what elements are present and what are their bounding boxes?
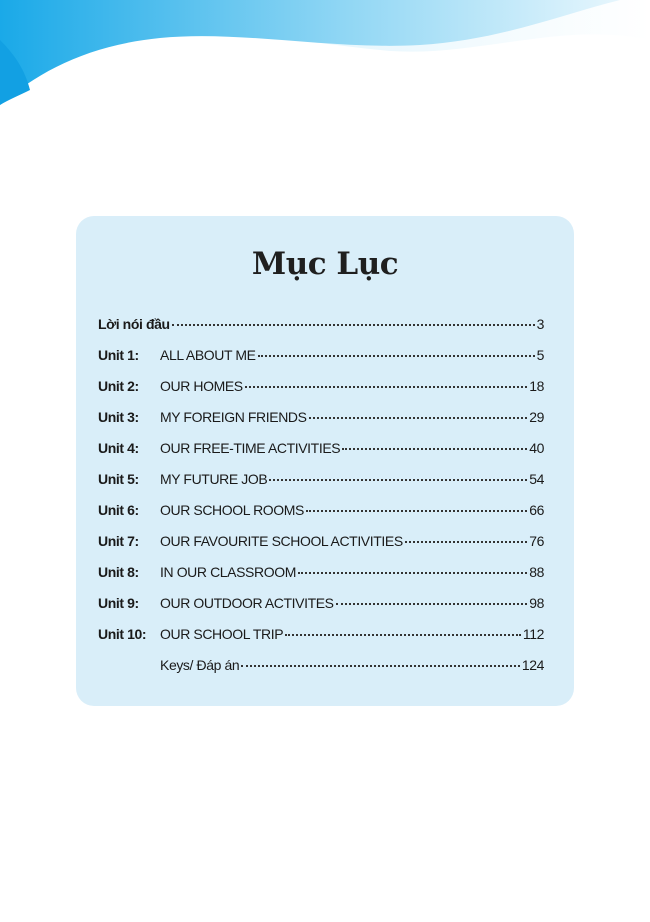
toc-title: Mục Lục	[251, 246, 399, 282]
dot-leader	[172, 324, 535, 326]
toc-entry-title: MY FOREIGN FRIENDS	[160, 409, 307, 425]
toc-entry-label: Unit 9:	[98, 595, 139, 611]
toc-entry-page: 76	[529, 533, 544, 549]
toc-list	[98, 316, 544, 688]
toc-entry-page: 18	[529, 378, 544, 394]
table-of-contents-panel	[76, 216, 574, 706]
dot-leader	[269, 479, 527, 481]
toc-entry-title: OUR OUTDOOR ACTIVITES	[160, 595, 334, 611]
toc-entry-page: 66	[529, 502, 544, 518]
toc-entry-label: Unit 8:	[98, 564, 139, 580]
toc-entry-title: OUR HOMES	[160, 378, 243, 394]
toc-entry-label: Lời nói đầu	[98, 316, 170, 332]
dot-leader	[285, 634, 521, 636]
toc-entry-title: ALL ABOUT ME	[160, 347, 256, 363]
toc-entry[interactable]	[98, 347, 544, 378]
toc-entry-title: OUR FAVOURITE SCHOOL ACTIVITIES	[160, 533, 403, 549]
toc-entry-page: 54	[529, 471, 544, 487]
toc-entry[interactable]	[98, 533, 544, 564]
dot-leader	[245, 386, 527, 388]
toc-entry-label: Unit 1:	[98, 347, 139, 363]
header-wave-decoration	[0, 0, 650, 120]
toc-entry[interactable]	[98, 595, 544, 626]
toc-entry[interactable]	[98, 440, 544, 471]
dot-leader	[298, 572, 527, 574]
toc-entry-title: OUR SCHOOL TRIP	[160, 626, 284, 642]
toc-entry[interactable]	[98, 471, 544, 502]
toc-entry-page: 124	[521, 657, 544, 673]
toc-entry-label: Unit 3:	[98, 409, 139, 425]
toc-entry-title: OUR FREE-TIME ACTIVITIES	[160, 440, 341, 456]
toc-entry-label: Unit 4:	[98, 440, 139, 456]
dot-leader	[306, 510, 527, 512]
dot-leader	[336, 603, 528, 605]
toc-entry[interactable]	[98, 564, 544, 595]
toc-entry[interactable]	[98, 502, 544, 533]
toc-entry-label: Unit 5:	[98, 471, 139, 487]
toc-entry-title: IN OUR CLASSROOM	[160, 564, 296, 580]
dot-leader	[309, 417, 528, 419]
toc-entry[interactable]	[98, 626, 544, 657]
toc-entry-page: 29	[529, 409, 544, 425]
toc-entry[interactable]	[98, 378, 544, 409]
toc-entry-label: Unit 2:	[98, 378, 139, 394]
toc-entry-label: Unit 10:	[98, 626, 147, 642]
toc-entry-label: Unit 7:	[98, 533, 139, 549]
toc-entry-title: OUR SCHOOL ROOMS	[160, 502, 304, 518]
toc-entry-page: 40	[529, 440, 544, 456]
toc-entry[interactable]	[98, 409, 544, 440]
dot-leader	[342, 448, 527, 450]
toc-entry-page: 88	[529, 564, 544, 580]
toc-entry-page: 5	[536, 347, 544, 363]
toc-entry[interactable]	[98, 316, 544, 347]
dot-leader	[258, 355, 535, 357]
toc-entry-title: Keys/ Đáp án	[160, 657, 240, 673]
toc-entry[interactable]	[98, 657, 544, 688]
dot-leader	[405, 541, 527, 543]
toc-entry-title: MY FUTURE JOB	[160, 471, 268, 487]
toc-entry-label: Unit 6:	[98, 502, 139, 518]
toc-entry-page: 98	[529, 595, 544, 611]
dot-leader	[241, 665, 520, 667]
toc-entry-page: 112	[522, 626, 544, 642]
toc-entry-page: 3	[536, 316, 544, 332]
